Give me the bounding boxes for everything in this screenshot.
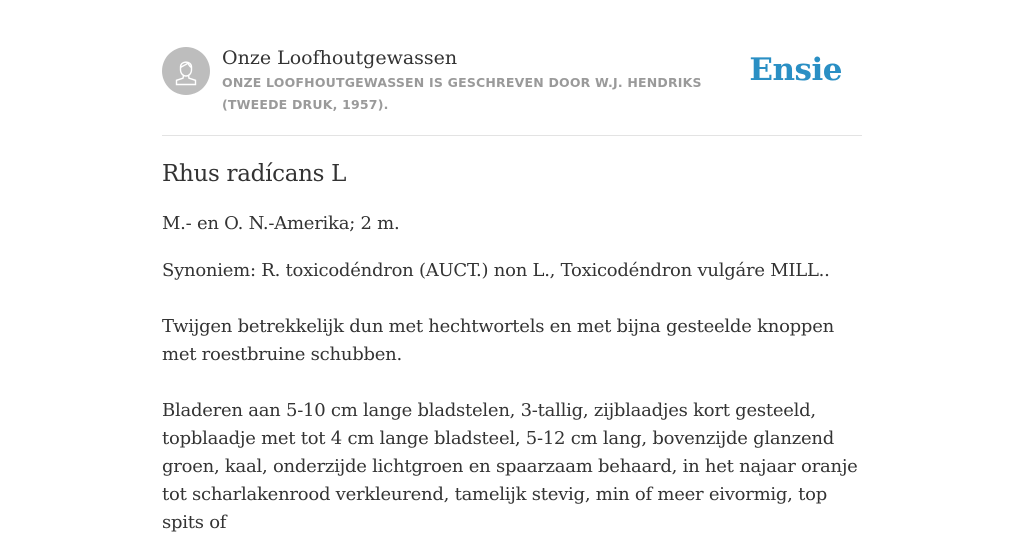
source-description: ONZE LOOFHOUTGEWASSEN IS GESCHREVEN DOOR W.J. HENDRIKS (TWEEDE DRUK, 1957). [222,75,702,112]
entry-paragraph-leaves: Bladeren aan 5-10 cm lange bladstelen, 3-tallig, zijblaadjes kort gesteeld, topblaadje met tot 4 cm lange bladsteel, 5-12 cm lang, bovenzijde glanzend groen, kaal, onderzijde lichtgroen en spaarzaam behaard, in het najaar oranje tot scharlakenrood verkleurend, tamelijk stevig, min of meer eivormig, top spits of [162,400,858,533]
person-outline-icon [162,47,210,95]
source-title[interactable]: Onze Loofhoutgewassen [222,47,458,69]
entry-paragraph-twigs: Twijgen betrekkelijk dun met hechtwortels en met bijna gesteelde knoppen met roestbruine schubben. [162,316,834,365]
entry-paragraph-origin: M.- en O. N.-Amerika; 2 m. [162,213,400,234]
header-divider [162,135,862,136]
entry-paragraph-synonym: Synoniem: R. toxicodéndron (AUCT.) non L., Toxicodéndron vulgáre MILL.. [162,260,830,281]
source-header [162,46,862,116]
user-avatar-icon[interactable] [162,47,210,95]
entry-title: Rhus radícans L [162,161,347,187]
ensie-logo[interactable]: Ensie [749,52,842,88]
entry-content [162,158,862,537]
